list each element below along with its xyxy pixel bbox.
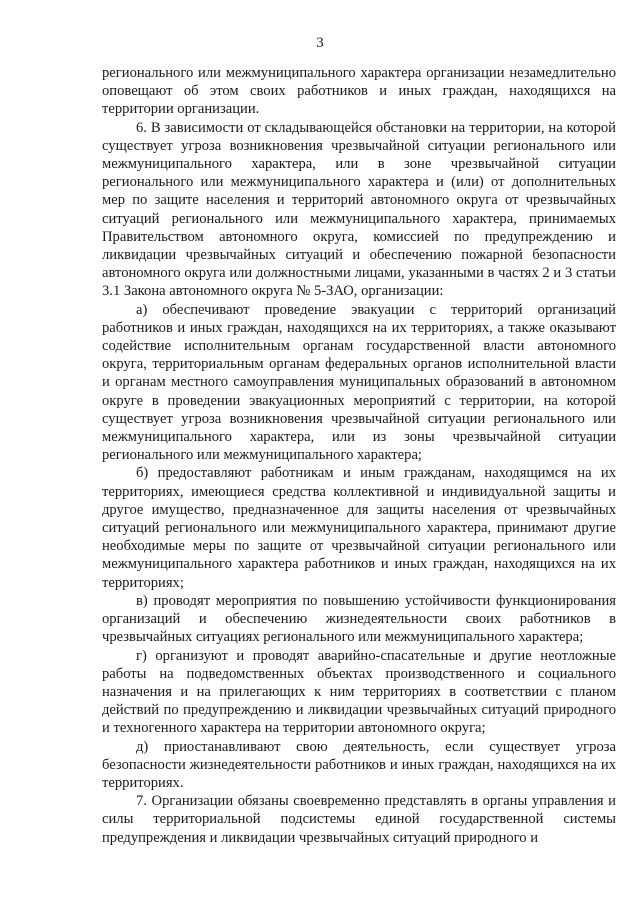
document-body (102, 64, 616, 847)
page-number: 3 (316, 35, 324, 51)
paragraph-subitem-d: д) приостанавливают свою деятельность, если существует угроза безопасности жизнедеятельности работников и иных граждан, находящихся на их территориях. (102, 738, 616, 791)
paragraph-continuation: регионального или межмуниципального характера организации незамедлительно оповещают об этом своих работников и иных граждан, находящихся на территории организации. (102, 65, 616, 118)
paragraph-subitem-v: в) проводят мероприятия по повышению устойчивости функционирования организаций и обеспечению жизнедеятельности своих работников в чрезвычайных ситуациях регионального или межмуниципального характера; (102, 592, 616, 646)
paragraph-item-6: 6. В зависимости от складывающейся обстановки на территории, на которой существует угроза возникновения чрезвычайной ситуации регионального или межмуниципального характера, или в зоне чрезвычайной ситуации регионального или межмуниципального характера и (или) от дополнительных мер по защите населения и территорий автономного округа от чрезвычайных ситуаций регионального или межмуниципального характера, принимаемых Правительством автономного округа, комиссией по предупреждению и ликвидации чрезвычайных ситуаций и обеспечению пожарной безопасности автономного округа или должностными лицами, указанными в частях 2 и 3 статьи 3.1 Закона автономного округа № 5-ЗАО, организации: (102, 119, 616, 300)
paragraph-item-7: 7. Организации обязаны своевременно представлять в органы управления и силы территориальной подсистемы единой государственной системы предупреждения и ликвидации чрезвычайных ситуаций природного и (102, 793, 616, 846)
paragraph-subitem-a: а) обеспечивают проведение эвакуации с территорий организаций работников и иных граждан, находящихся на их территориях, а также оказывают содействие исполнительным органам государственной власти автономного округа, территориальным органам федеральных органов исполнительной власти и органам местного самоуправления муниципальных образований в автономном округе в проведении эвакуационных мероприятий с территории, на которой существует угроза возникновения чрезвычайной ситуации регионального или межмуниципального характера, или из зоны чрезвычайной ситуации регионального или межмуниципального характера; (102, 301, 616, 464)
paragraph-subitem-b: б) предоставляют работникам и иным гражданам, находящимся на их территориях, имеющиеся средства коллективной и индивидуальной защиты и другое имущество, предназначенное для защиты населения от чрезвычайных ситуаций регионального или межмуниципального характера, принимают другие необходимые меры по защите от чрезвычайной ситуации регионального или межмуниципального характера работников и иных граждан, находящихся на их территориях; (102, 465, 616, 591)
paragraph-subitem-g: г) организуют и проводят аварийно-спасательные и другие неотложные работы на подведомственных объектах производственного и социального назначения и на прилегающих к ним территориях в соответствии с планом действий по предупреждению и ликвидации чрезвычайных ситуаций природного и техногенного характера на территории автономного округа; (102, 647, 616, 737)
